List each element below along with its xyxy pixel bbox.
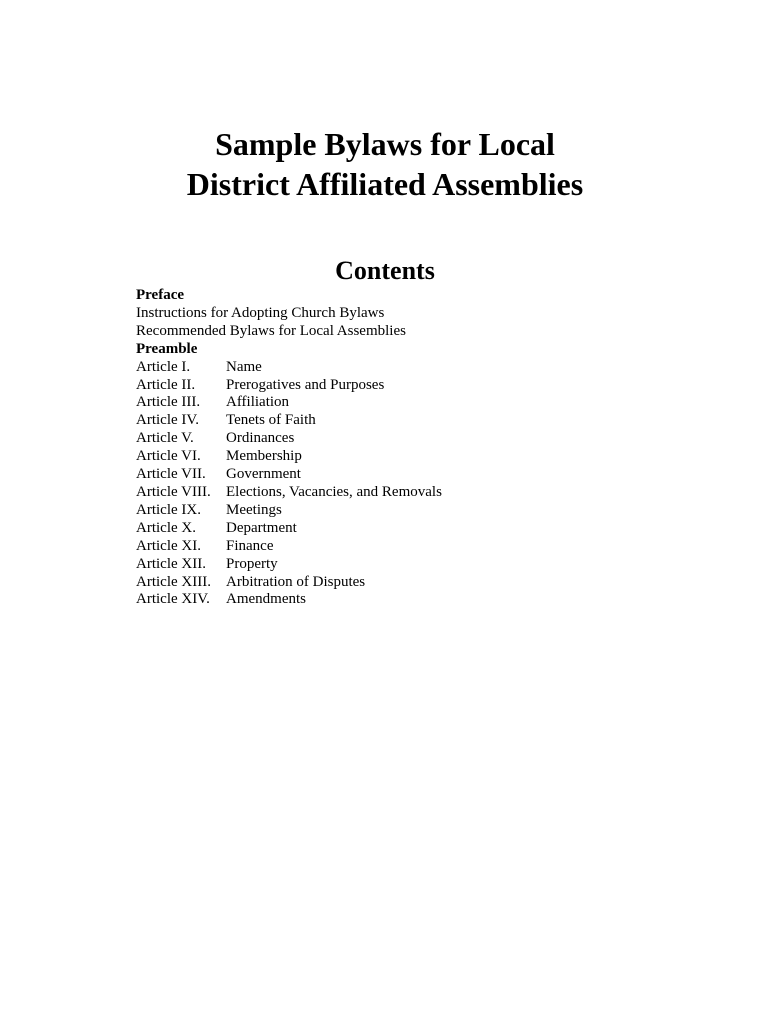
- toc-article-number: Article VIII.: [136, 483, 211, 500]
- toc-article-number: Article XI.: [136, 537, 201, 554]
- toc-article-number: Article XIV.: [136, 591, 210, 608]
- toc-article-number: Article V.: [136, 430, 194, 447]
- toc-article-number: Article XIII.: [136, 573, 211, 590]
- toc-article-number: Article X.: [136, 519, 196, 536]
- toc-article-number: Article XII.: [136, 555, 206, 572]
- toc-articles: [136, 359, 442, 610]
- toc-article-number: Article VI.: [136, 448, 201, 465]
- toc-article-row: [136, 484, 442, 502]
- contents-heading: Contents: [335, 256, 435, 285]
- toc-article-row: [136, 448, 442, 466]
- toc-article-title: Department: [226, 519, 297, 536]
- toc-article-number: Article VII.: [136, 466, 206, 483]
- toc-article-row: [136, 591, 442, 609]
- toc-article-title: Membership: [226, 448, 302, 465]
- toc-article-row: [136, 430, 442, 448]
- document-title-line-2: District Affiliated Assemblies: [186, 166, 584, 202]
- toc-article-row: [136, 377, 442, 395]
- document-title: [0, 124, 770, 204]
- toc-article-row: [136, 520, 442, 538]
- toc-article-number: Article II.: [136, 376, 196, 393]
- table-of-contents: [136, 287, 442, 609]
- toc-article-title: Elections, Vacancies, and Removals: [226, 483, 442, 500]
- toc-article-title: Amendments: [226, 591, 306, 608]
- toc-article-row: [136, 394, 442, 412]
- toc-article-row: [136, 359, 442, 377]
- toc-article-title: Finance: [226, 537, 274, 554]
- toc-article-number: Article III.: [136, 394, 201, 411]
- toc-front-matter: [136, 287, 442, 359]
- toc-front-matter-item: Preface: [136, 287, 185, 303]
- document-title-line-1: Sample Bylaws for Local: [215, 126, 555, 162]
- toc-article-row: [136, 502, 442, 520]
- toc-article-title: Meetings: [226, 501, 282, 518]
- toc-article-title: Affiliation: [226, 394, 290, 411]
- toc-front-matter-item: Instructions for Adopting Church Bylaws: [136, 304, 385, 321]
- toc-front-matter-item: Recommended Bylaws for Local Assemblies: [136, 322, 406, 339]
- toc-article-title: Government: [226, 466, 301, 483]
- toc-front-matter-item: Preamble: [136, 340, 198, 357]
- toc-article-title: Prerogatives and Purposes: [226, 376, 385, 393]
- toc-article-row: [136, 466, 442, 484]
- toc-article-number: Article I.: [136, 358, 191, 375]
- toc-article-number: Article IX.: [136, 501, 201, 518]
- toc-article-row: [136, 556, 442, 574]
- toc-article-title: Name: [226, 358, 262, 375]
- toc-article-row: [136, 574, 442, 592]
- toc-article-title: Arbitration of Disputes: [226, 573, 366, 590]
- toc-article-title: Ordinances: [226, 430, 295, 447]
- toc-article-row: [136, 538, 442, 556]
- toc-article-title: Property: [226, 555, 278, 572]
- toc-article-row: [136, 412, 442, 430]
- toc-article-number: Article IV.: [136, 412, 200, 429]
- toc-article-title: Tenets of Faith: [226, 412, 316, 429]
